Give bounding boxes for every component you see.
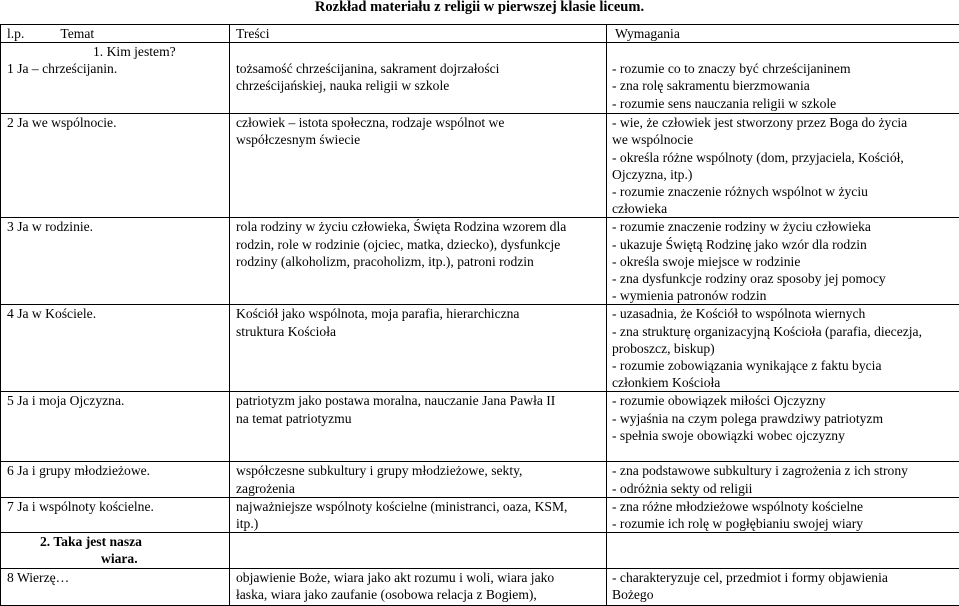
requirements-cell (607, 497, 959, 532)
content-line: najważniejsze wspólnoty kościelne (ministranci, oaza, KSM, (236, 498, 606, 515)
table-row (1, 114, 959, 218)
empty-cell (607, 533, 959, 568)
content-cell (230, 392, 607, 462)
section-row (1, 533, 959, 568)
header-cell (1, 25, 230, 43)
requirement-line: - zna strukturę organizacyjną Kościoła (parafia, diecezja, (612, 323, 959, 340)
requirement-line: - odróżnia sekty od religii (612, 480, 959, 497)
requirement-line: - zna rolę sakramentu bierzmowania (612, 77, 959, 94)
requirement-line: - zna podstawowe subkultury i zagrożenia z ich strony (612, 462, 959, 479)
table-row (1, 218, 959, 305)
requirements-cell (607, 392, 959, 462)
empty-cell (230, 533, 607, 568)
requirements-cell (607, 568, 959, 605)
content-line: itp.) (236, 515, 606, 532)
section-cell (1, 533, 230, 568)
content-line: zagrożenia (236, 480, 606, 497)
topic-cell (1, 218, 230, 305)
content-line: struktura Kościoła (236, 323, 606, 340)
header-temat: Temat (60, 26, 94, 41)
topic-cell (1, 305, 230, 392)
topic-text: 2 Ja we wspólnocie. (7, 114, 229, 131)
requirement-line: - spełnia swoje obowiązki wobec ojczyzny (612, 427, 959, 444)
requirements-cell (607, 114, 959, 218)
requirement-line: proboszcz, biskup) (612, 340, 959, 357)
table-row (1, 462, 959, 497)
content-line: objawienie Boże, wiara jako akt rozumu i woli, wiara jako (236, 569, 606, 586)
requirements-cell (607, 218, 959, 305)
topic-cell (1, 462, 230, 497)
topic-cell (1, 497, 230, 532)
table-row (1, 305, 959, 392)
content-cell (230, 114, 607, 218)
table-row (1, 43, 959, 114)
topic-text: 4 Ja w Kościele. (7, 305, 229, 322)
topic-text: 8 Wierzę… (7, 569, 229, 586)
document-title: Rozkład materiału z religii w pierwszej klasie liceum. (0, 0, 959, 14)
header-tresci: Treści (230, 25, 607, 43)
content-line: rola rodziny w życiu człowieka, Święta Rodzina wzorem dla (236, 218, 606, 235)
content-cell (230, 43, 607, 114)
topic-text: 5 Ja i moja Ojczyzna. (7, 392, 229, 409)
requirement-line: Bożego (612, 586, 959, 603)
content-line: współczesnym świecie (236, 131, 606, 148)
requirement-line: - rozumie zobowiązania wynikające z faktu bycia (612, 357, 959, 374)
content-line: łaska, wiara jako zaufanie (osobowa relacja z Bogiem), (236, 586, 606, 603)
table-row (1, 497, 959, 532)
topic-text: 6 Ja i grupy młodzieżowe. (7, 462, 229, 479)
requirement-line: - zna różne młodzieżowe wspólnoty kościelne (612, 498, 959, 515)
section-heading: 2. Taka jest nasza (7, 533, 229, 550)
section-heading: wiara. (7, 550, 229, 567)
requirements-cell (607, 305, 959, 392)
topic-cell (1, 43, 230, 114)
requirement-line: - rozumie znaczenie różnych wspólnot w życiu (612, 183, 959, 200)
topic-cell (1, 568, 230, 605)
curriculum-table (0, 24, 959, 606)
requirement-line: - rozumie obowiązek miłości Ojczyzny (612, 392, 959, 409)
content-line: rodziny (alkoholizm, pracoholizm, itp.), patroni rodzin (236, 253, 606, 270)
requirement-line: Ojczyzna, itp.) (612, 166, 959, 183)
topic-text: 7 Ja i wspólnoty kościelne. (7, 498, 229, 515)
header-wymagania: Wymagania (607, 25, 959, 43)
content-line: człowiek – istota społeczna, rodzaje wspólnot we (236, 114, 606, 131)
requirement-line: - rozumie sens nauczania religii w szkole (612, 95, 959, 112)
requirement-line: - wie, że człowiek jest stworzony przez Boga do życia (612, 114, 959, 131)
header-lp: l.p. (7, 26, 24, 41)
section-heading: 1. Kim jestem? (7, 43, 229, 60)
requirement-line: - zna dysfunkcje rodziny oraz sposoby jej pomocy (612, 270, 959, 287)
topic-text: 3 Ja w rodzinie. (7, 218, 229, 235)
content-line: rodzin, role w rodzinie (ojciec, matka, dziecko), dysfunkcje (236, 236, 606, 253)
content-line: współczesne subkultury i grupy młodzieżowe, sekty, (236, 462, 606, 479)
topic-text: 1 Ja – chrześcijanin. (7, 60, 229, 77)
requirement-line: - określa różne wspólnoty (dom, przyjaciela, Kościół, (612, 149, 959, 166)
requirement-line: - rozumie co to znaczy być chrześcijaninem (612, 60, 959, 77)
content-cell (230, 568, 607, 605)
content-line: tożsamość chrześcijanina, sakrament dojrzałości (236, 60, 606, 77)
requirements-cell (607, 43, 959, 114)
content-line: chrześcijańskiej, nauka religii w szkole (236, 77, 606, 94)
content-line: patriotyzm jako postawa moralna, nauczanie Jana Pawła II (236, 392, 606, 409)
requirement-line: - wymienia patronów rodzin (612, 287, 959, 304)
table-row (1, 392, 959, 462)
requirement-line: - charakteryzuje cel, przedmiot i formy objawienia (612, 569, 959, 586)
content-cell (230, 218, 607, 305)
requirement-line: człowieka (612, 200, 959, 217)
requirement-line: - uzasadnia, że Kościół to wspólnota wiernych (612, 305, 959, 322)
requirement-line: - rozumie ich rolę w pogłębianiu swojej wiary (612, 515, 959, 532)
content-line: Kościół jako wspólnota, moja parafia, hierarchiczna (236, 305, 606, 322)
topic-cell (1, 114, 230, 218)
topic-cell (1, 392, 230, 462)
requirement-line: - wyjaśnia na czym polega prawdziwy patriotyzm (612, 410, 959, 427)
requirement-line: - ukazuje Świętą Rodzinę jako wzór dla rodzin (612, 236, 959, 253)
content-cell (230, 497, 607, 532)
requirement-line: we wspólnocie (612, 131, 959, 148)
table-row (1, 568, 959, 605)
content-cell (230, 305, 607, 392)
requirements-cell (607, 462, 959, 497)
requirement-line: - rozumie znaczenie rodziny w życiu człowieka (612, 218, 959, 235)
requirement-line: - określa swoje miejsce w rodzinie (612, 253, 959, 270)
content-line: na temat patriotyzmu (236, 410, 606, 427)
table-header-row (1, 25, 959, 43)
requirement-line: członkiem Kościoła (612, 374, 959, 391)
content-cell (230, 462, 607, 497)
